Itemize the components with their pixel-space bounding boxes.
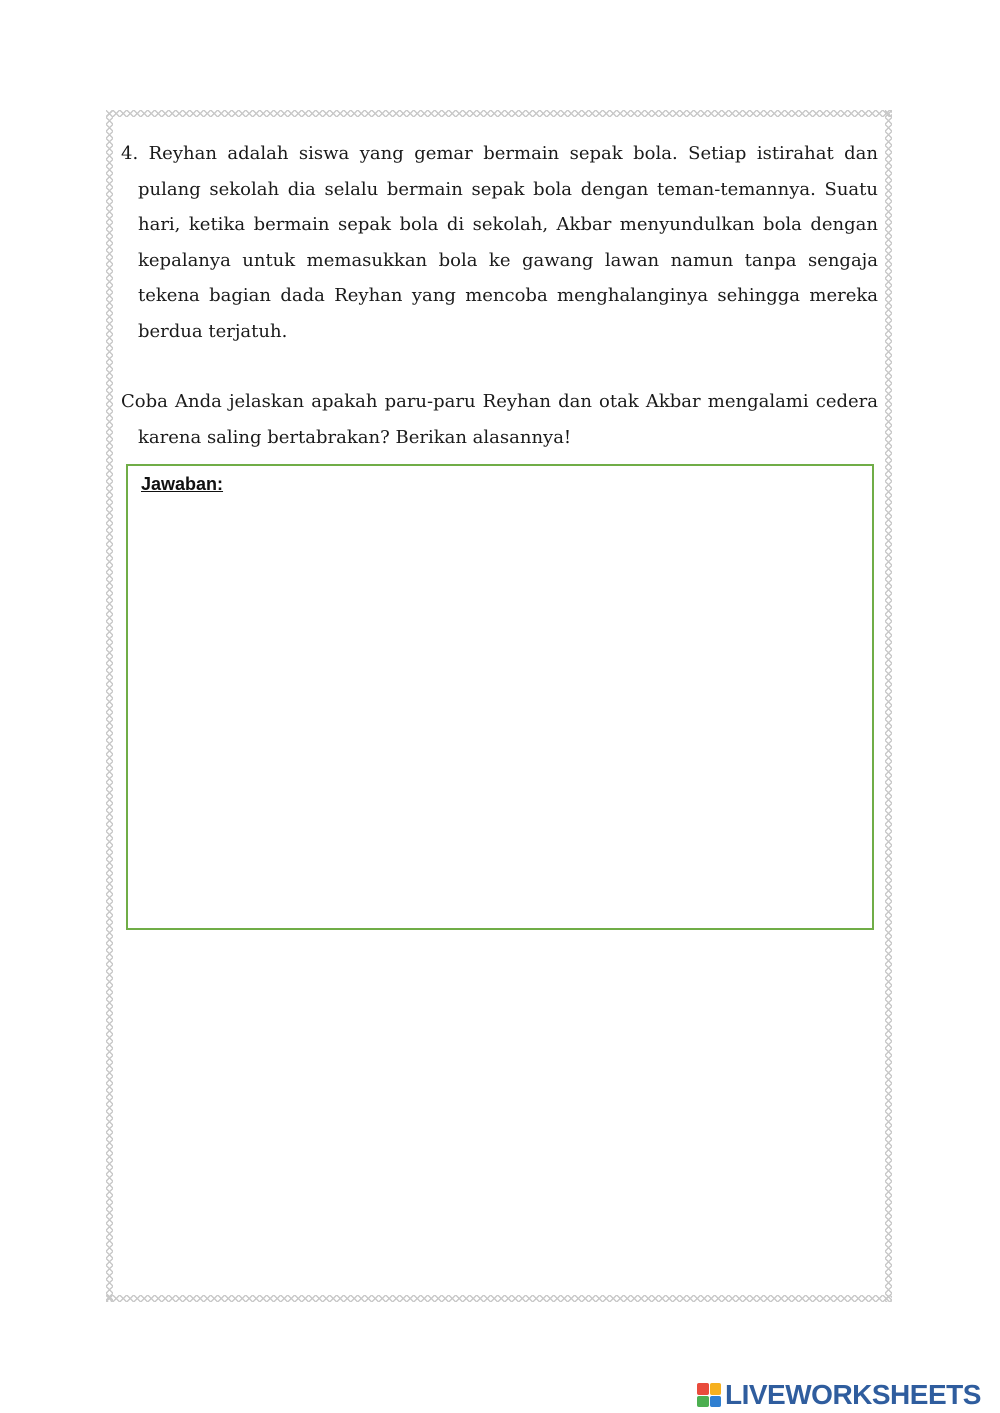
worksheet-content [121,136,878,455]
answer-box [126,464,874,930]
answer-label: Jawaban: [141,474,224,494]
logo-square-red [697,1383,709,1395]
answer-input[interactable] [140,506,860,916]
brand-name: LIVEWORKSHEETS [725,1379,981,1410]
question-text: 4. Reyhan adalah siswa yang gemar bermain sepak bola. Setiap istirahat dan pulang sekolah dia selalu bermain sepak bola dengan teman-temannya. Suatu hari, ketika bermain sepak bola di sekolah, Akbar menyundulkan bola dengan kepalanya untuk memasukkan bola ke gawang lawan namun tanpa sengaja tekena bagian dada Reyhan yang mencoba menghalanginya sehingga mereka berdua terjatuh. [121,143,878,342]
logo-square-yellow [710,1383,722,1395]
liveworksheets-brand[interactable] [697,1378,981,1412]
logo-square-blue [710,1396,722,1408]
page-border-left [106,110,113,1302]
page-border-right [885,110,892,1302]
page-border-bottom [106,1295,892,1302]
liveworksheets-logo-icon [697,1383,721,1407]
page-border-top [106,110,892,117]
logo-square-green [697,1396,709,1408]
instruction-text: Coba Anda jelaskan apakah paru-paru Reyhan dan otak Akbar mengalami cedera karena saling bertabrakan? Berikan alasannya! [121,391,878,448]
